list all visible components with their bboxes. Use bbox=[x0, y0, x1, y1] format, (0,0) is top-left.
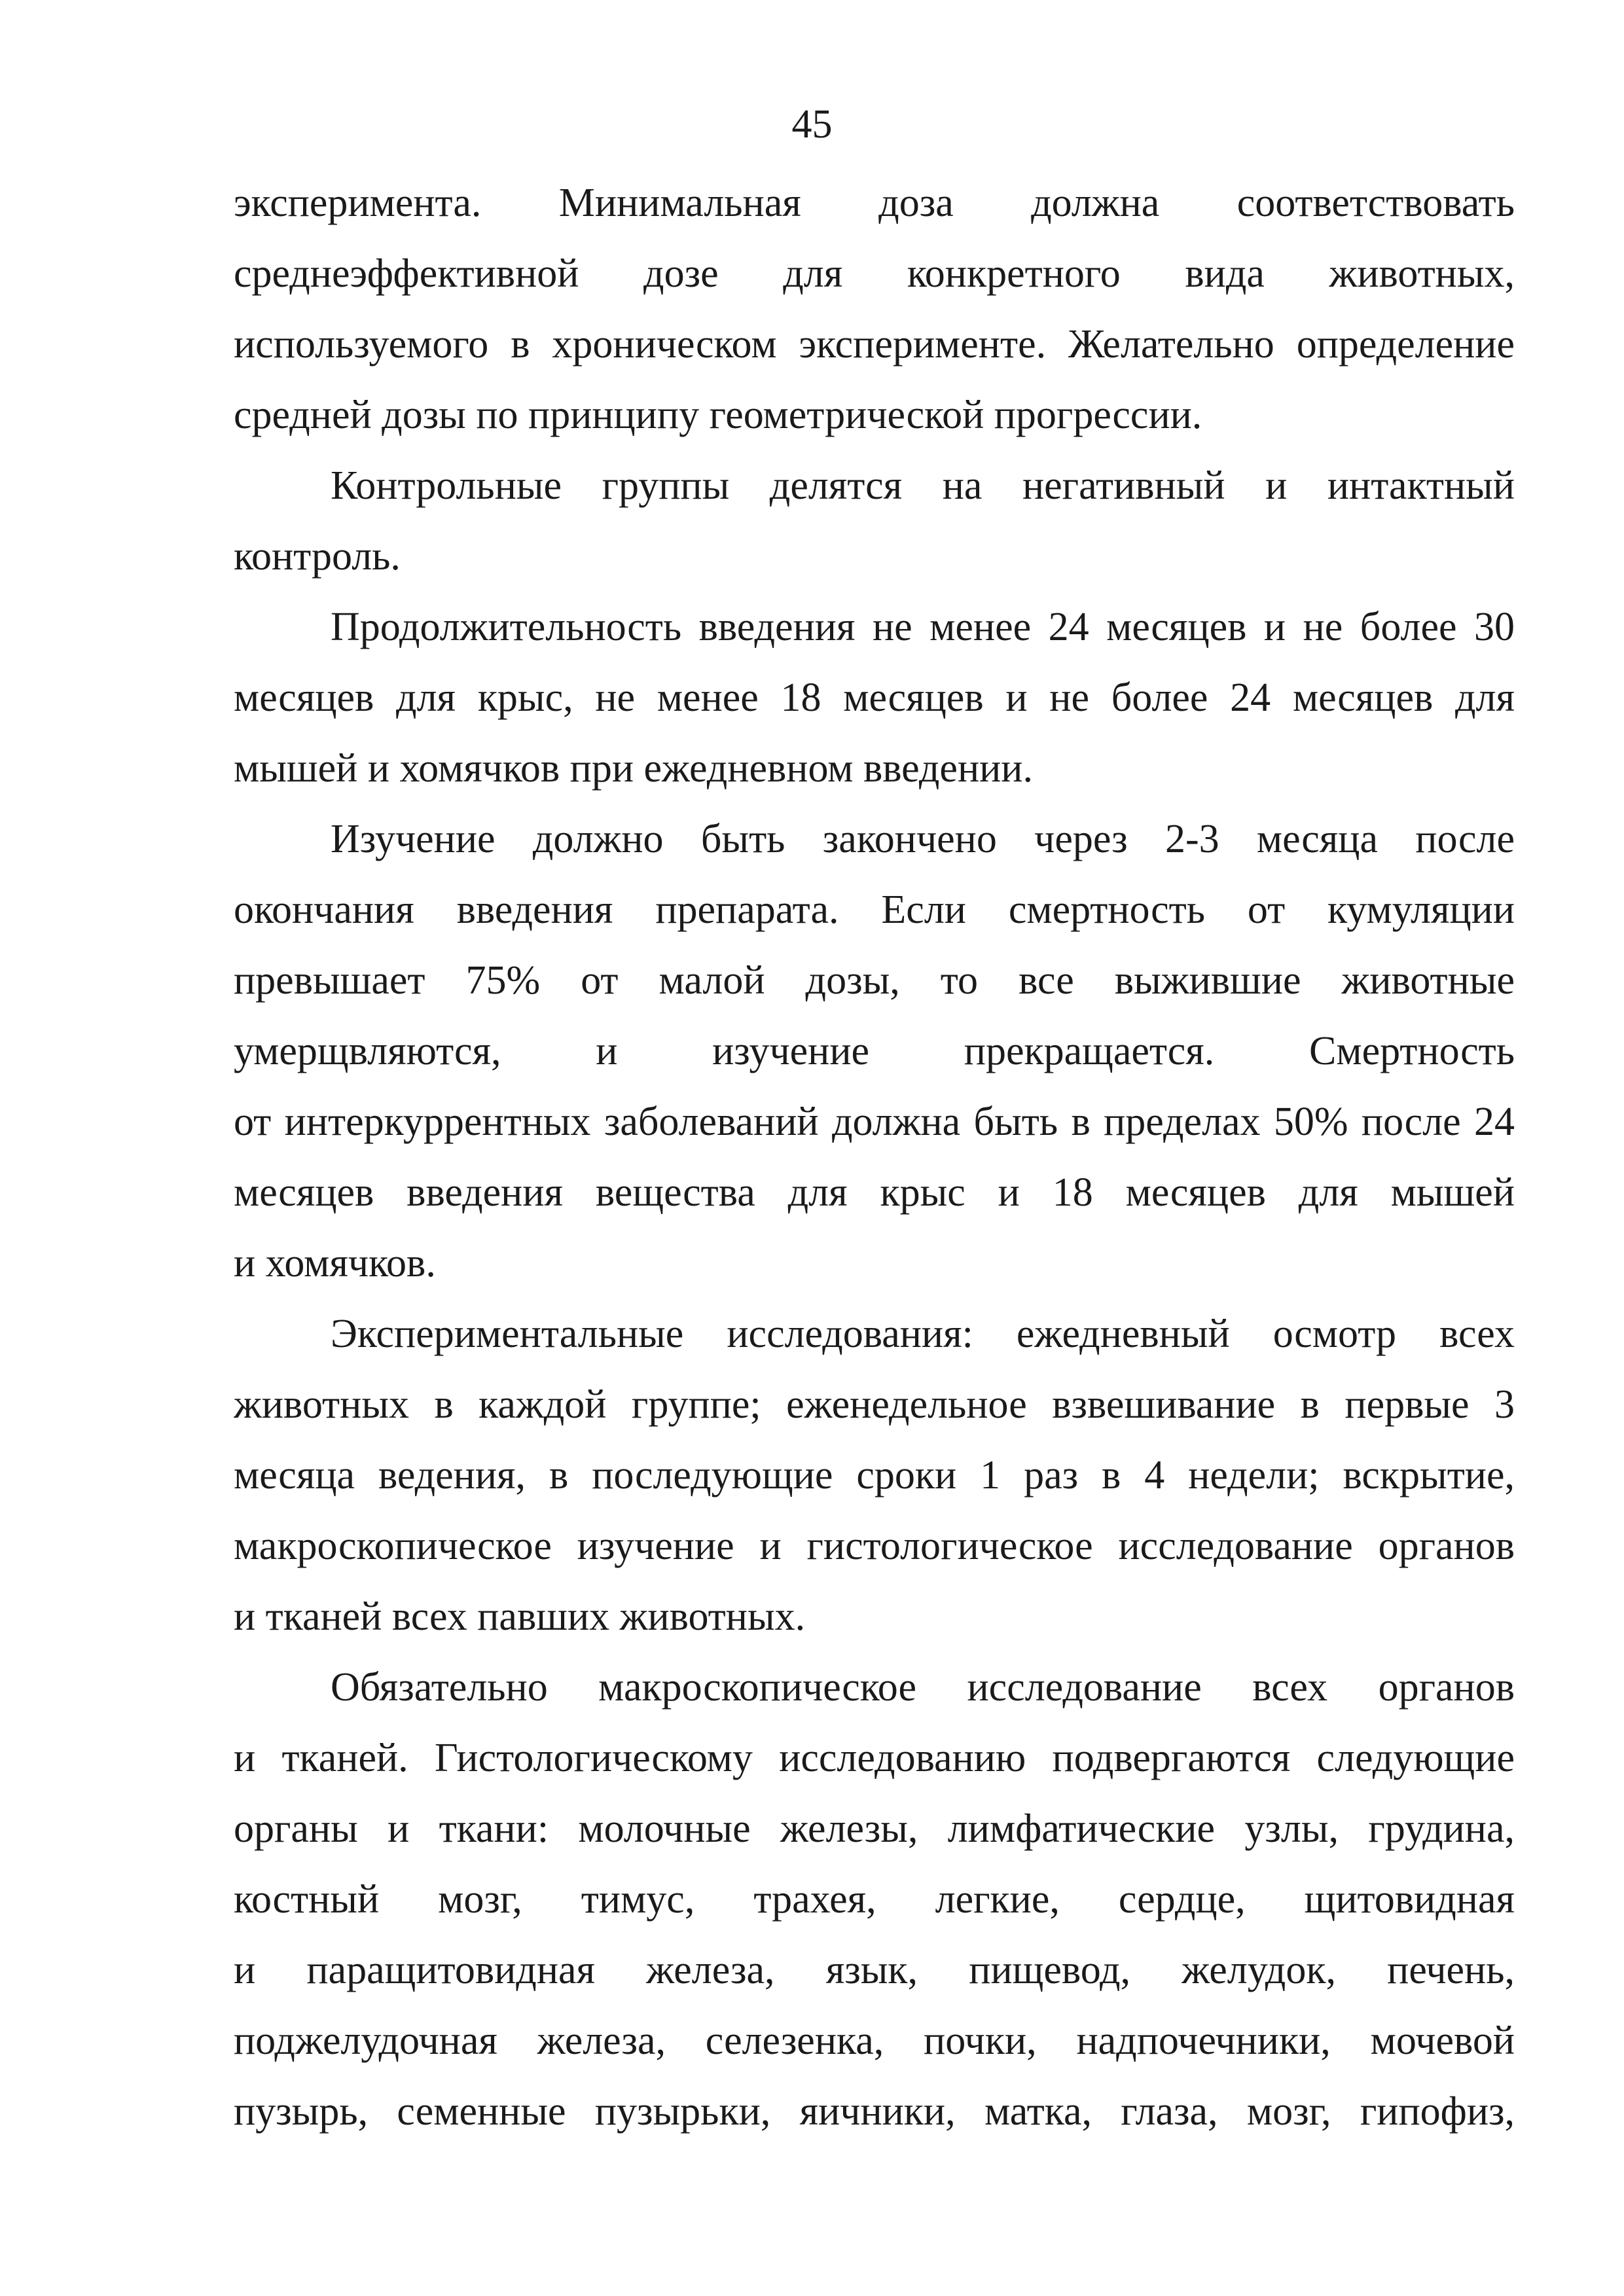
text-line: Продолжительность введения не менее 24 месяцев и не более 30 bbox=[331, 605, 1515, 649]
text-line: месяцев для крыс, не менее 18 месяцев и не более 24 месяцев для bbox=[234, 675, 1515, 720]
text-line: Экспериментальные исследования: ежедневный осмотр всех bbox=[331, 1312, 1515, 1356]
text-line: используемого в хроническом эксперименте. Желательно определение bbox=[234, 322, 1515, 367]
text-line: от интеркуррентных заболеваний должна быть в пределах 50% после 24 bbox=[234, 1100, 1515, 1144]
body-text bbox=[234, 168, 1515, 2147]
text-line: окончания введения препарата. Если смертность от кумуляции bbox=[234, 888, 1515, 932]
text-line: мышей и хомячков при ежедневном введении. bbox=[234, 746, 1033, 791]
text-line: и паращитовидная железа, язык, пищевод, желудок, печень, bbox=[234, 1948, 1515, 1992]
text-line: месяцев введения вещества для крыс и 18 месяцев для мышей bbox=[234, 1170, 1515, 1215]
paragraph bbox=[234, 592, 1515, 804]
text-line: месяца ведения, в последующие сроки 1 раз в 4 недели; вскрытие, bbox=[234, 1453, 1515, 1498]
text-line: контроль. bbox=[234, 534, 401, 579]
paragraph bbox=[234, 804, 1515, 1299]
text-line: Обязательно макроскопическое исследование всех органов bbox=[331, 1665, 1515, 1710]
paragraph bbox=[234, 1652, 1515, 2147]
text-line: эксперимента. Минимальная доза должна соответствовать bbox=[234, 181, 1515, 225]
text-line: органы и ткани: молочные железы, лимфатические узлы, грудина, bbox=[234, 1806, 1515, 1851]
text-line: превышает 75% от малой дозы, то все выжившие животные bbox=[234, 958, 1515, 1003]
text-line: Изучение должно быть закончено через 2-3 месяца после bbox=[331, 817, 1515, 861]
text-line: средней дозы по принципу геометрической прогрессии. bbox=[234, 393, 1202, 437]
page-number: 45 bbox=[791, 102, 833, 147]
text-line: среднеэффективной дозе для конкретного вида животных, bbox=[234, 251, 1515, 296]
paragraph bbox=[234, 450, 1515, 592]
text-line: животных в каждой группе; еженедельное взвешивание в первые 3 bbox=[234, 1382, 1515, 1427]
paragraph bbox=[234, 1299, 1515, 1652]
text-line: Контрольные группы делятся на негативный и интактный bbox=[331, 463, 1515, 508]
text-line: умерщвляются, и изучение прекращается. Смертность bbox=[234, 1029, 1515, 1073]
text-line: поджелудочная железа, селезенка, почки, надпочечники, мочевой bbox=[234, 2018, 1515, 2063]
paragraph bbox=[234, 168, 1515, 450]
text-line: пузырь, семенные пузырьки, яичники, матка, глаза, мозг, гипофиз, bbox=[234, 2089, 1515, 2134]
text-line: макроскопическое изучение и гистологическое исследование органов bbox=[234, 1524, 1515, 1568]
text-line: и тканей. Гистологическому исследованию подвергаются следующие bbox=[234, 1736, 1515, 1780]
text-line: и тканей всех павших животных. bbox=[234, 1594, 806, 1639]
text-line: и хомячков. bbox=[234, 1241, 436, 1285]
text-line: костный мозг, тимус, трахея, легкие, сердце, щитовидная bbox=[234, 1877, 1515, 1922]
